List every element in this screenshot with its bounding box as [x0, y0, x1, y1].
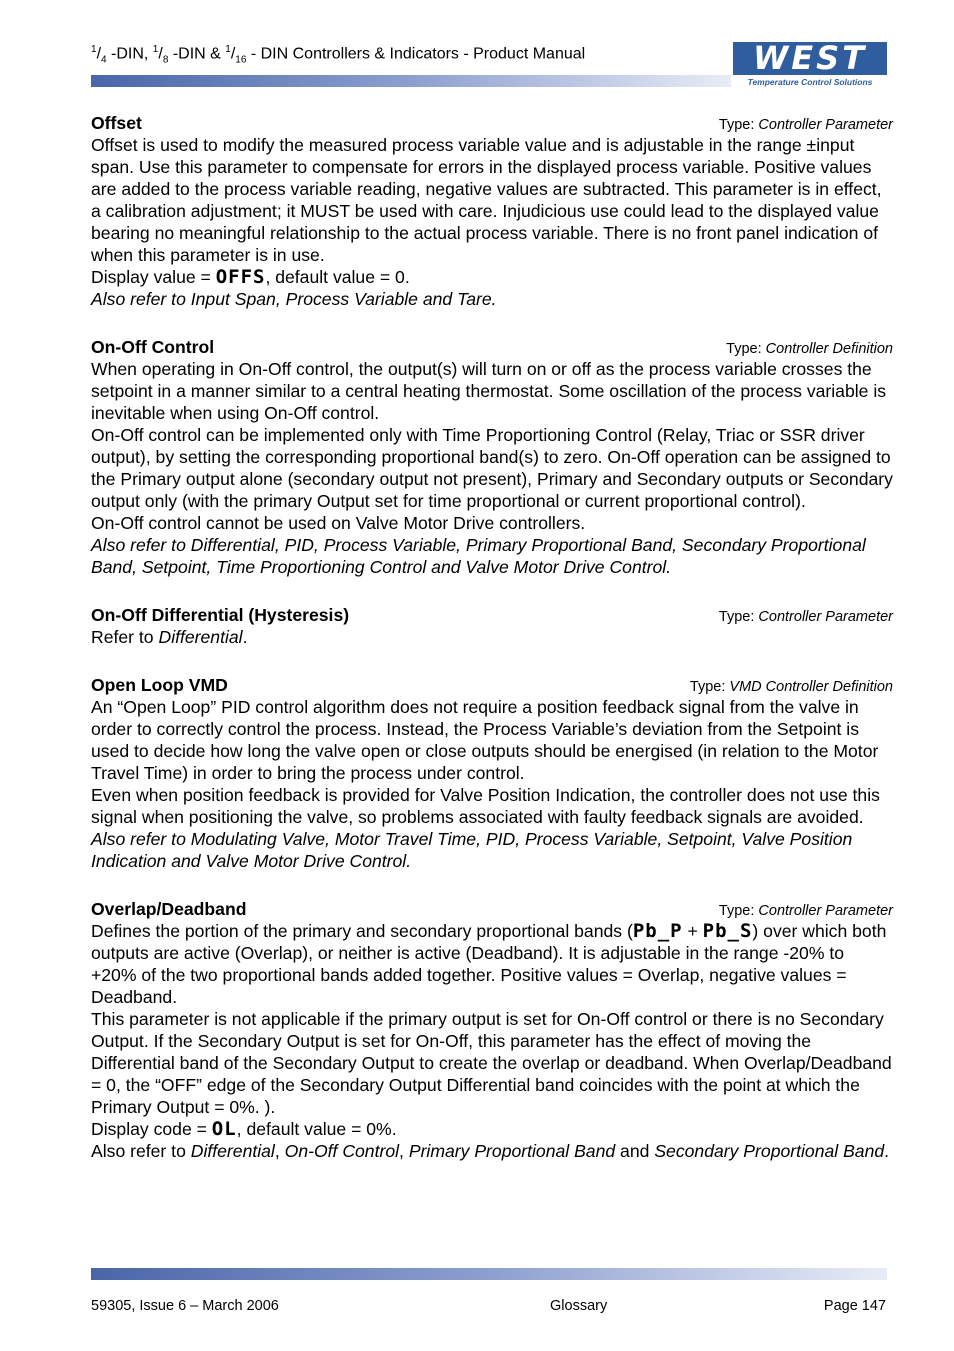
- body-text: Defines the portion of the primary and secondary proportional bands (: [91, 921, 633, 941]
- body-text: ) over which both outputs are active (Overlap), or neither is active (Deadband). It is adjustable in the range -20% to +20% of the two proportional bands added together. Positive values = Overlap, negative values = Deadband.: [91, 921, 887, 1007]
- plus-sign: +: [682, 921, 703, 941]
- entry-body: When operating in On-Off control, the output(s) will turn on or off as the process variable crosses the setpoint in a manner similar to a central heating thermostat. Some oscillation of the process variable is inevitable when using On-Off control.: [91, 359, 887, 423]
- see-also: [91, 1140, 893, 1162]
- entry-title: Overlap/Deadband: [91, 899, 247, 919]
- refer-suffix: .: [242, 627, 248, 647]
- display-line: [91, 1118, 893, 1140]
- glossary-content: [91, 112, 893, 1188]
- display-line: [91, 266, 893, 288]
- footer-rule: [91, 1268, 887, 1280]
- footer-page-number: Page 147: [823, 1298, 886, 1314]
- type-label: Type:: [718, 903, 759, 919]
- display-code: Pb_P: [632, 920, 683, 942]
- type-value: Controller Parameter: [758, 903, 893, 919]
- refer-term: Differential: [190, 1141, 275, 1161]
- entry-type: [719, 900, 893, 922]
- display-code: OFFS: [215, 266, 266, 288]
- title-text: -DIN,: [106, 45, 153, 63]
- separator: .: [884, 1141, 890, 1161]
- display-prefix: Display value =: [91, 267, 216, 287]
- entry-title: On-Off Differential (Hysteresis): [91, 605, 350, 625]
- see-also: Also refer to Input Span, Process Variable and Tare.: [91, 289, 497, 309]
- frac-den: 16: [235, 54, 247, 66]
- frac-num: 1: [152, 44, 159, 55]
- entry-type: [719, 606, 893, 628]
- entry-heading: [91, 336, 893, 358]
- logo-word: WEST: [733, 42, 887, 75]
- header-title: $^1/_4$ -DIN, $^1/_8$ -DIN & $^1/_{16}$ - DIN Controllers & Indicators - Product Manual: [91, 44, 586, 66]
- title-text: -DIN &: [168, 45, 226, 63]
- entry-heading: [91, 112, 893, 134]
- west-logo: [733, 39, 887, 90]
- entry-heading: [91, 898, 893, 920]
- entry-heading: [91, 674, 893, 696]
- frac-num: 1: [91, 44, 97, 55]
- refer-term: Differential: [158, 627, 243, 647]
- entry-type: [690, 676, 893, 698]
- separator: and: [615, 1141, 655, 1161]
- type-value: Controller Parameter: [758, 117, 893, 133]
- logo-tagline: Temperature Control Solutions: [747, 77, 873, 87]
- separator: ,: [274, 1141, 285, 1161]
- header-rule: [91, 75, 731, 87]
- entry-body: [91, 920, 893, 1008]
- entry-overlap-deadband: [91, 898, 893, 1162]
- refer-term: Secondary Proportional Band: [654, 1141, 885, 1161]
- type-label: Type:: [718, 117, 759, 133]
- entry-type: [719, 114, 893, 136]
- see-also: Also refer to Differential, PID, Process Variable, Primary Proportional Band, Secondary Proportional Band, Setpoint, Time Proportioning Control and Valve Motor Drive Control.: [91, 535, 866, 577]
- display-code: Pb_S: [702, 920, 753, 942]
- footer-doc-id: 59305, Issue 6 – March 2006: [91, 1298, 279, 1314]
- entry-body: An “Open Loop” PID control algorithm does not require a position feedback signal from the valve in order to correctly control the process. Instead, the Process Variable’s deviation from the Setpoint is used to decide how long the valve open or close outputs should be energised (in relation to the Motor Travel Time) in order to bring the process under control.: [91, 697, 879, 783]
- refer-term: On-Off Control: [284, 1141, 400, 1161]
- display-prefix: Display code =: [91, 1119, 212, 1139]
- type-label: Type:: [726, 341, 766, 357]
- entry-open-loop-vmd: [91, 674, 893, 872]
- type-label: Type:: [689, 679, 730, 695]
- entry-body: On-Off control cannot be used on Valve Motor Drive controllers.: [91, 513, 586, 533]
- entry-body: Offset is used to modify the measured process variable value and is adjustable in the range ±input span. Use this parameter to compensate for errors in the displayed process variable. Positive values are added to the process variable reading, negative values are subtracted. This parameter is in effect, a calibration adjustment; it MUST be used with care. Injudicious use could lead to the displayed value bearing no meaningful relationship to the actual process variable. There is no front panel indication of when this parameter is in use.: [91, 135, 882, 265]
- type-value: Controller Definition: [765, 341, 893, 357]
- footer-section: Glossary: [550, 1298, 608, 1314]
- frac-den: 4: [101, 54, 107, 66]
- entry-title: Offset: [91, 113, 142, 133]
- refer-prefix: Also refer to: [91, 1141, 191, 1161]
- display-code: OL: [211, 1118, 237, 1140]
- entry-offset: [91, 112, 893, 310]
- separator: ,: [399, 1141, 409, 1161]
- frac-den: 8: [162, 54, 169, 66]
- entry-body: This parameter is not applicable if the primary output is set for On-Off control or there is no Secondary Output. If the Secondary Output is set for On-Off, this parameter has the effect of moving the Differential band of the Secondary Output to create the overlap or deadband. When Overlap/Deadband = 0, the “OFF” edge of the Secondary Output Differential band coincides with the point at which the Primary Output = 0%. ).: [91, 1009, 892, 1117]
- type-value: VMD Controller Definition: [729, 679, 893, 695]
- see-also: Also refer to Modulating Valve, Motor Travel Time, PID, Process Variable, Setpoint, Valve Position Indication and Valve Motor Drive Control.: [91, 829, 853, 871]
- type-label: Type:: [718, 609, 759, 625]
- type-value: Controller Parameter: [758, 609, 893, 625]
- display-suffix: , default value = 0%.: [236, 1119, 397, 1139]
- entry-body: Even when position feedback is provided for Valve Position Indication, the controller does not use this signal when positioning the valve, so problems associated with faulty feedback signals are avoided.: [91, 785, 880, 827]
- entry-on-off-control: [91, 336, 893, 578]
- refer-prefix: Refer to: [91, 627, 159, 647]
- entry-heading: [91, 604, 893, 626]
- entry-type: [726, 338, 893, 360]
- see-also: [91, 626, 893, 648]
- title-text: - DIN Controllers & Indicators - Product Manual: [246, 45, 586, 63]
- entry-title: Open Loop VMD: [91, 675, 228, 695]
- entry-body: On-Off control can be implemented only with Time Proportioning Control (Relay, Triac or SSR driver output), by setting the corresponding proportional band(s) to zero. On-Off operation can be assigned to the Primary output alone (secondary output not present), Primary and Secondary outputs or Secondary output only (with the primary Output set for time proportional or current proportional control).: [91, 425, 893, 511]
- refer-term: Primary Proportional Band: [408, 1141, 616, 1161]
- entry-hysteresis: [91, 604, 893, 648]
- entry-title: On-Off Control: [91, 337, 215, 357]
- frac-num: 1: [225, 44, 231, 55]
- display-suffix: , default value = 0.: [265, 267, 410, 287]
